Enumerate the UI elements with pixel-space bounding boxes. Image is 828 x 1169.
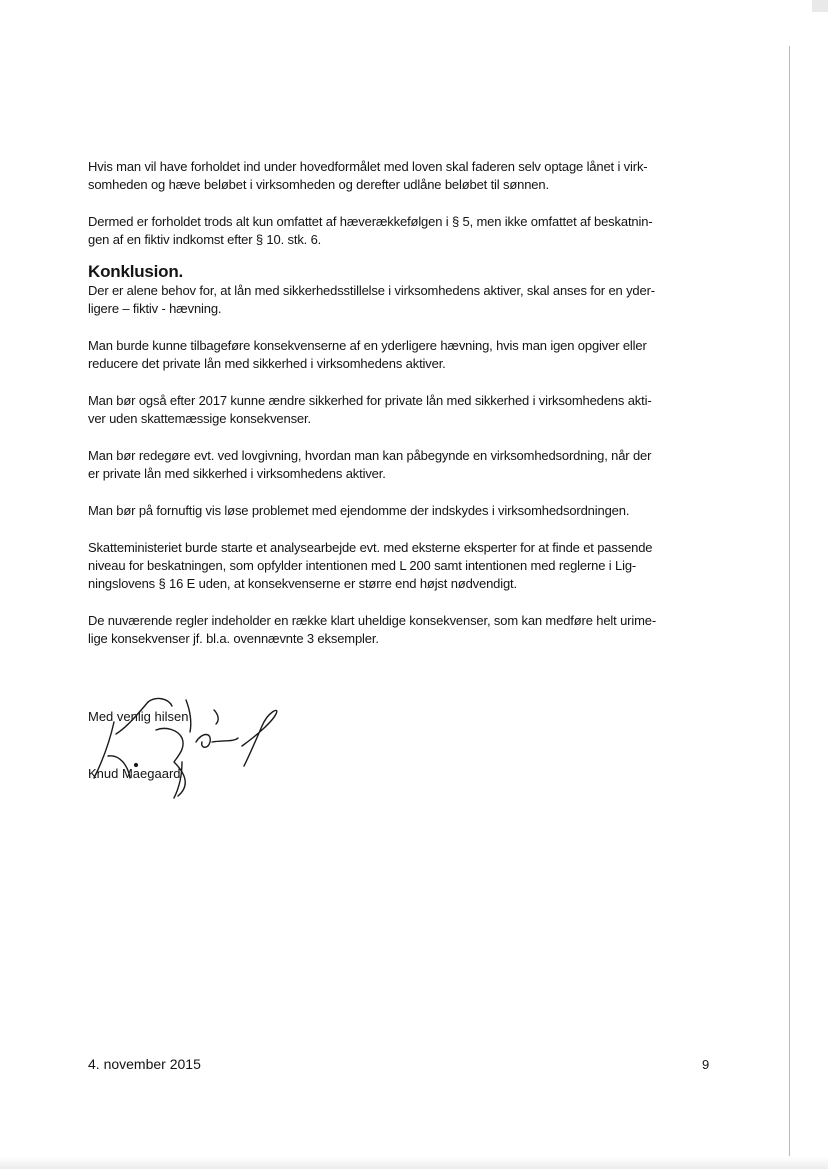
paragraph-conclusion-6: Skatteministeriet burde starte et analysearbejde evt. med eksterne eksperter for at finde et passende niveau for beskatningen, som opfylder intentionen med L 200 samt intentionen med reglerne i Lig- ningslovens § 16 E uden, at konsekvenserne er større end højst nødvendigt. xyxy=(88,540,653,591)
page-number: 9 xyxy=(702,1057,710,1072)
paragraph-conclusion-1: Der er alene behov for, at lån med sikkerhedsstillelse i virksomhedens aktiver, skal anses for en yder- ligere – fiktiv - hævning. xyxy=(88,283,655,316)
paragraph-conclusion-7: De nuværende regler indeholder en række klart uheldige konsekvenser, som kan medføre helt urime- lige konsekvenser jf. bl.a. ovennævnte 3 eksempler. xyxy=(88,613,657,646)
author-name: Knud Maegaard xyxy=(88,766,181,781)
paragraph-conclusion-2: Man burde kunne tilbageføre konsekvenserne af en yderligere hævning, hvis man igen opgiver eller reducere det private lån med sikkerhed i virksomhedens aktiver. xyxy=(88,338,647,371)
footer-date: 4. november 2015 xyxy=(88,1056,201,1072)
scan-edge-bottom xyxy=(0,1157,828,1169)
closing-greeting: Med venlig hilsen xyxy=(88,709,189,724)
paragraph-conclusion-4: Man bør redegøre evt. ved lovgivning, hvordan man kan påbegynde en virksomhedsordning, når der er private lån med sikkerhed i virksomhedens aktiver. xyxy=(88,448,652,481)
document-body xyxy=(88,158,728,667)
paragraph-conclusion-3: Man bør også efter 2017 kunne ændre sikkerhed for private lån med sikkerhed i virksomhedens akti- ver uden skattemæssige konsekvenser. xyxy=(88,393,652,426)
section-heading-konklusion: Konklusion. xyxy=(88,262,184,281)
handwritten-signature-icon xyxy=(86,692,286,802)
paragraph-intro-1: Hvis man vil have forholdet ind under hovedformålet med loven skal faderen selv optage lånet i virk- somheden og hæve beløbet i virksomheden og derefter udlåne beløbet til sønnen. xyxy=(88,159,648,192)
scan-edge-right xyxy=(789,46,790,1156)
paragraph-intro-2: Dermed er forholdet trods alt kun omfattet af hæverækkefølgen i § 5, men ikke omfattet af beskatnin- gen af en fiktiv indkomst efter § 10. stk. 6. xyxy=(88,214,653,247)
scan-edge-top xyxy=(812,0,828,12)
paragraph-conclusion-5: Man bør på fornuftig vis løse problemet med ejendomme der indskydes i virksomhedsordningen. xyxy=(88,503,630,518)
